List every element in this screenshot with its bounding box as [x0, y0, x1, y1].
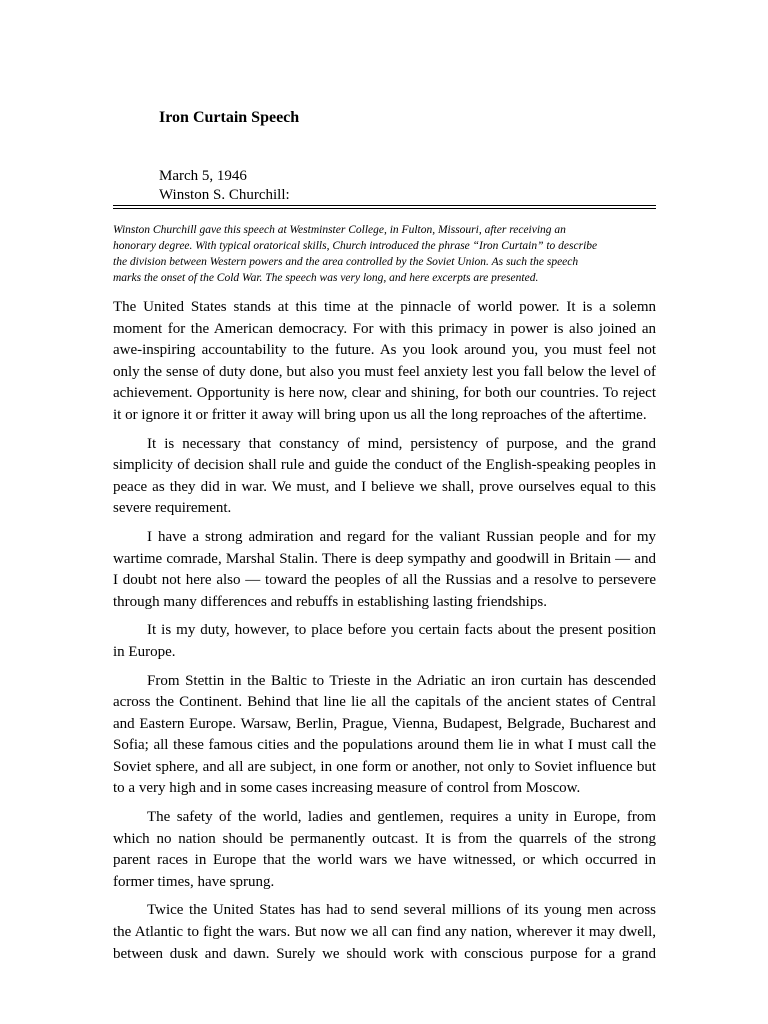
paragraph-line: in Europe.: [113, 643, 176, 660]
divider-top: [113, 205, 656, 206]
speech-body: [113, 297, 656, 972]
speech-paragraph: [113, 620, 656, 663]
speech-date: March 5, 1946: [159, 168, 247, 184]
paragraph-line: Sofia; all these famous cities and the populations around them lie in what I must call the: [113, 737, 656, 754]
paragraph-line: awe-inspiring accountability to the future. As you look around you, you must feel not: [113, 342, 656, 359]
intro-note: [113, 222, 656, 286]
speech-paragraph: [113, 297, 656, 427]
paragraph-line: It is my duty, however, to place before you certain facts about the present position: [147, 622, 656, 639]
paragraph-line: former times, have sprung.: [113, 873, 275, 890]
paragraph-line: peace as they did in war. We must, and I believe we shall, prove ourselves equal to this: [113, 478, 656, 495]
speech-paragraph: [113, 527, 656, 613]
paragraph-line: across the Continent. Behind that line lie all the capitals of the ancient states of Central: [113, 694, 656, 711]
intro-line: the division between Western powers and the area controlled by the Soviet Union. As such the speech: [113, 256, 579, 268]
paragraph-line: The United States stands at this time at the pinnacle of world power. It is a solemn: [113, 299, 656, 315]
paragraph-line: severe requirement.: [113, 500, 232, 517]
paragraph-line: it or ignore it or fritter it away will bring upon us all the long reproaches of the aftertime.: [113, 406, 647, 423]
paragraph-line: between dusk and dawn. Surely we should work with conscious purpose for a grand: [113, 945, 656, 962]
paragraph-line: simplicity of decision shall rule and guide the conduct of the English-speaking peoples in: [113, 457, 656, 474]
speech-paragraph: [113, 671, 656, 801]
paragraph-line: only the sense of duty done, but also you must feel anxiety lest you fall below the level of: [113, 363, 656, 380]
paragraph-line: the Atlantic to fight the wars. But now we all can find any nation, wherever it may dwell,: [113, 924, 656, 941]
paragraph-line: The safety of the world, ladies and gentlemen, requires a unity in Europe, from: [147, 809, 656, 826]
intro-line: Winston Churchill gave this speech at Westminster College, in Fulton, Missouri, after receiving an: [113, 224, 566, 236]
paragraph-line: which no nation should be permanently outcast. It is from the quarrels of the strong: [113, 830, 656, 847]
paragraph-line: wartime comrade, Marshal Stalin. There is deep sympathy and goodwill in Britain — and: [113, 550, 656, 567]
paragraph-line: Soviet sphere, and all are subject, in one form or another, not only to Soviet influence but: [113, 758, 656, 775]
paragraph-line: Twice the United States has had to send several millions of its young men across: [147, 902, 656, 919]
divider-bottom: [113, 208, 656, 209]
paragraph-line: I doubt not here also — toward the peoples of all the Russias and a resolve to persevere: [113, 572, 656, 589]
paragraph-line: From Stettin in the Baltic to Trieste in the Adriatic an iron curtain has descended: [147, 672, 656, 689]
page-title: Iron Curtain Speech: [159, 109, 300, 126]
speech-meta: [159, 167, 290, 205]
paragraph-line: and Eastern Europe. Warsaw, Berlin, Prague, Vienna, Budapest, Belgrade, Bucharest and: [113, 715, 656, 732]
paragraph-line: It is necessary that constancy of mind, persistency of purpose, and the grand: [147, 435, 656, 452]
paragraph-line: to a very high and in some cases increasing measure of control from Moscow.: [113, 780, 581, 797]
speech-paragraph: [113, 434, 656, 520]
speech-paragraph: [113, 807, 656, 893]
paragraph-line: through many differences and rebuffs in establishing lasting friendships.: [113, 593, 547, 610]
speech-paragraph: [113, 900, 656, 965]
paragraph-line: parent races in Europe that the world wars we have witnessed, or which occurred in: [113, 852, 656, 869]
intro-line: honorary degree. With typical oratorical skills, Church introduced the phrase “Iron Curtain” to describe: [113, 240, 598, 252]
speech-author: Winston S. Churchill:: [159, 187, 290, 203]
paragraph-line: I have a strong admiration and regard for the valiant Russian people and for my: [147, 528, 656, 545]
paragraph-line: achievement. Opportunity is here now, clear and shining, for both our countries. To reject: [113, 385, 656, 402]
paragraph-line: moment for the American democracy. For with this primacy in power is also joined an: [113, 320, 656, 337]
intro-line: marks the onset of the Cold War. The speech was very long, and here excerpts are presented.: [113, 272, 539, 284]
